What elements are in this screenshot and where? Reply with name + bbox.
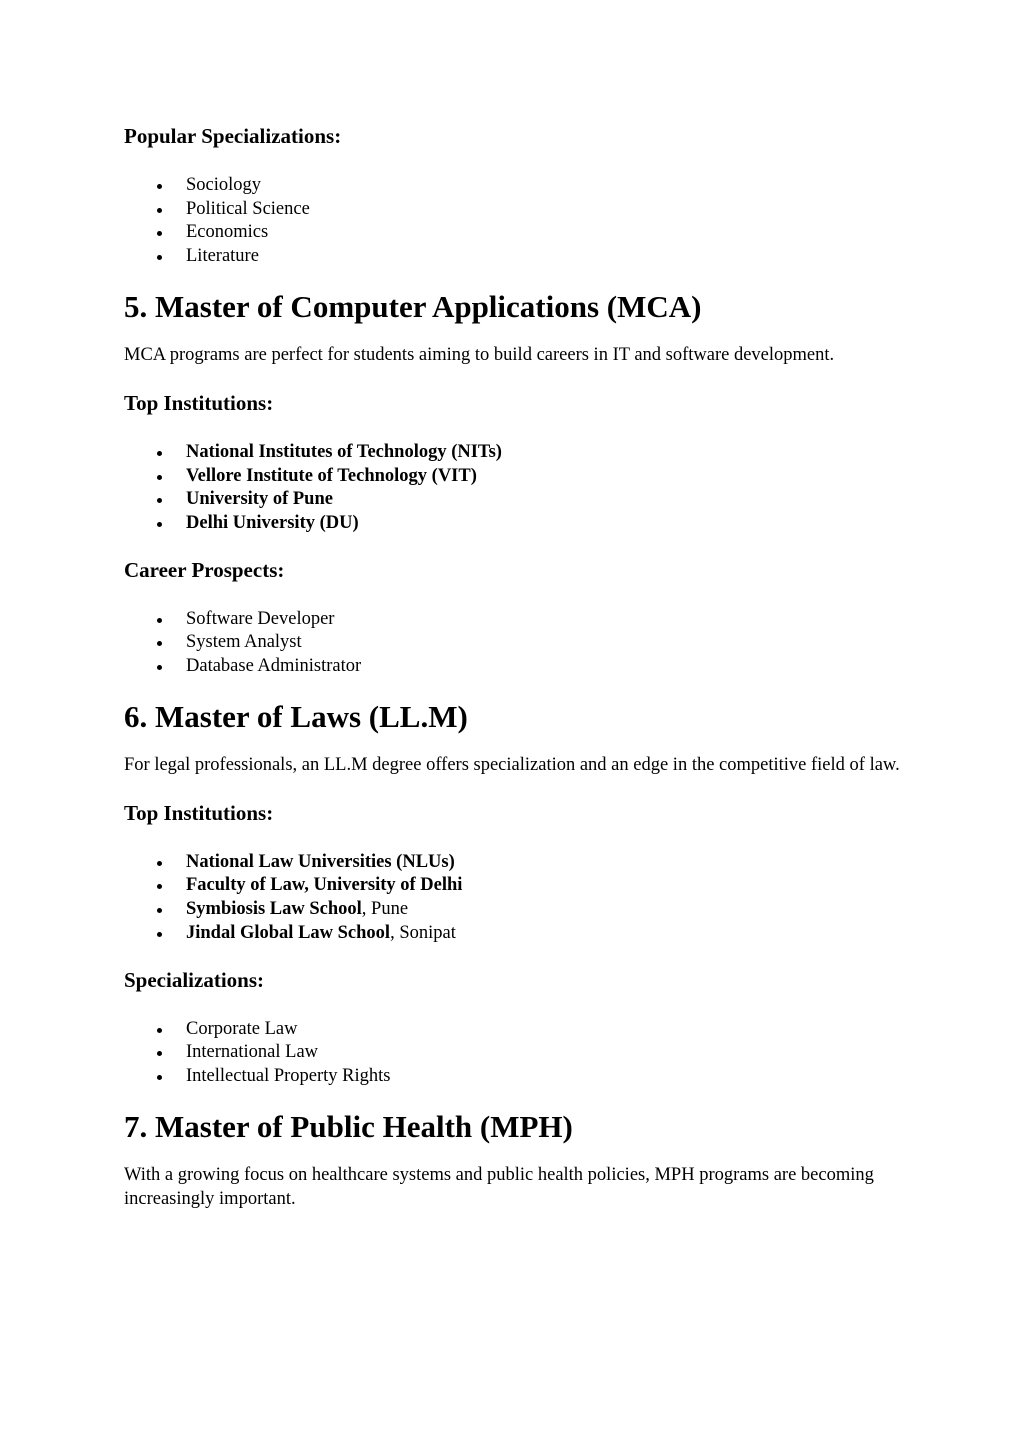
list-item — [124, 898, 904, 922]
popular-specializations-list — [124, 174, 904, 269]
list-item: Corporate Law — [124, 1018, 904, 1042]
institution-name: Jindal Global Law School — [186, 922, 391, 943]
institution-name: Symbiosis Law School — [186, 899, 362, 920]
list-item: International Law — [124, 1041, 904, 1065]
llm-institutions-list — [124, 851, 904, 946]
list-item: Economics — [124, 221, 904, 245]
list-item: Vellore Institute of Technology (VIT) — [124, 465, 904, 489]
popular-specializations-heading: Popular Specializations: — [124, 124, 342, 148]
mca-institutions-heading: Top Institutions: — [124, 390, 274, 415]
list-item: University of Pune — [124, 488, 904, 512]
mph-title: 7. Master of Public Health (MPH) — [124, 1108, 573, 1144]
llm-title: 6. Master of Laws (LL.M) — [124, 698, 468, 734]
mca-careers-heading: Career Prospects: — [124, 557, 285, 582]
list-item — [124, 851, 904, 875]
institution-name: Faculty of Law, University of Delhi — [186, 875, 463, 896]
mca-title: 5. Master of Computer Applications (MCA) — [124, 288, 702, 324]
list-item — [124, 874, 904, 898]
list-item: Intellectual Property Rights — [124, 1065, 904, 1089]
list-item: Political Science — [124, 198, 904, 222]
llm-intro: For legal professionals, an LL.M degree offers specialization and an edge in the competitive field of law. — [124, 754, 900, 775]
llm-institutions-heading: Top Institutions: — [124, 800, 274, 825]
mph-intro: With a growing focus on healthcare systems and public health policies, MPH programs are becoming increasingly important. — [124, 1164, 874, 1209]
list-item: System Analyst — [124, 631, 904, 655]
list-item — [124, 922, 904, 946]
list-item: Software Developer — [124, 608, 904, 632]
list-item: Database Administrator — [124, 655, 904, 679]
llm-specializations-heading: Specializations: — [124, 967, 264, 992]
mca-institutions-list — [124, 441, 904, 536]
mca-intro: MCA programs are perfect for students aiming to build careers in IT and software development. — [124, 344, 835, 365]
mca-careers-list — [124, 608, 904, 679]
list-item: Literature — [124, 245, 904, 269]
institution-name: National Law Universities (NLUs) — [186, 851, 455, 872]
list-item: Delhi University (DU) — [124, 512, 904, 536]
list-item: National Institutes of Technology (NITs) — [124, 441, 904, 465]
llm-specializations-list — [124, 1018, 904, 1089]
institution-location: , Sonipat — [390, 922, 456, 943]
document-page — [124, 122, 904, 1211]
list-item: Sociology — [124, 174, 904, 198]
institution-location: , Pune — [361, 899, 409, 920]
